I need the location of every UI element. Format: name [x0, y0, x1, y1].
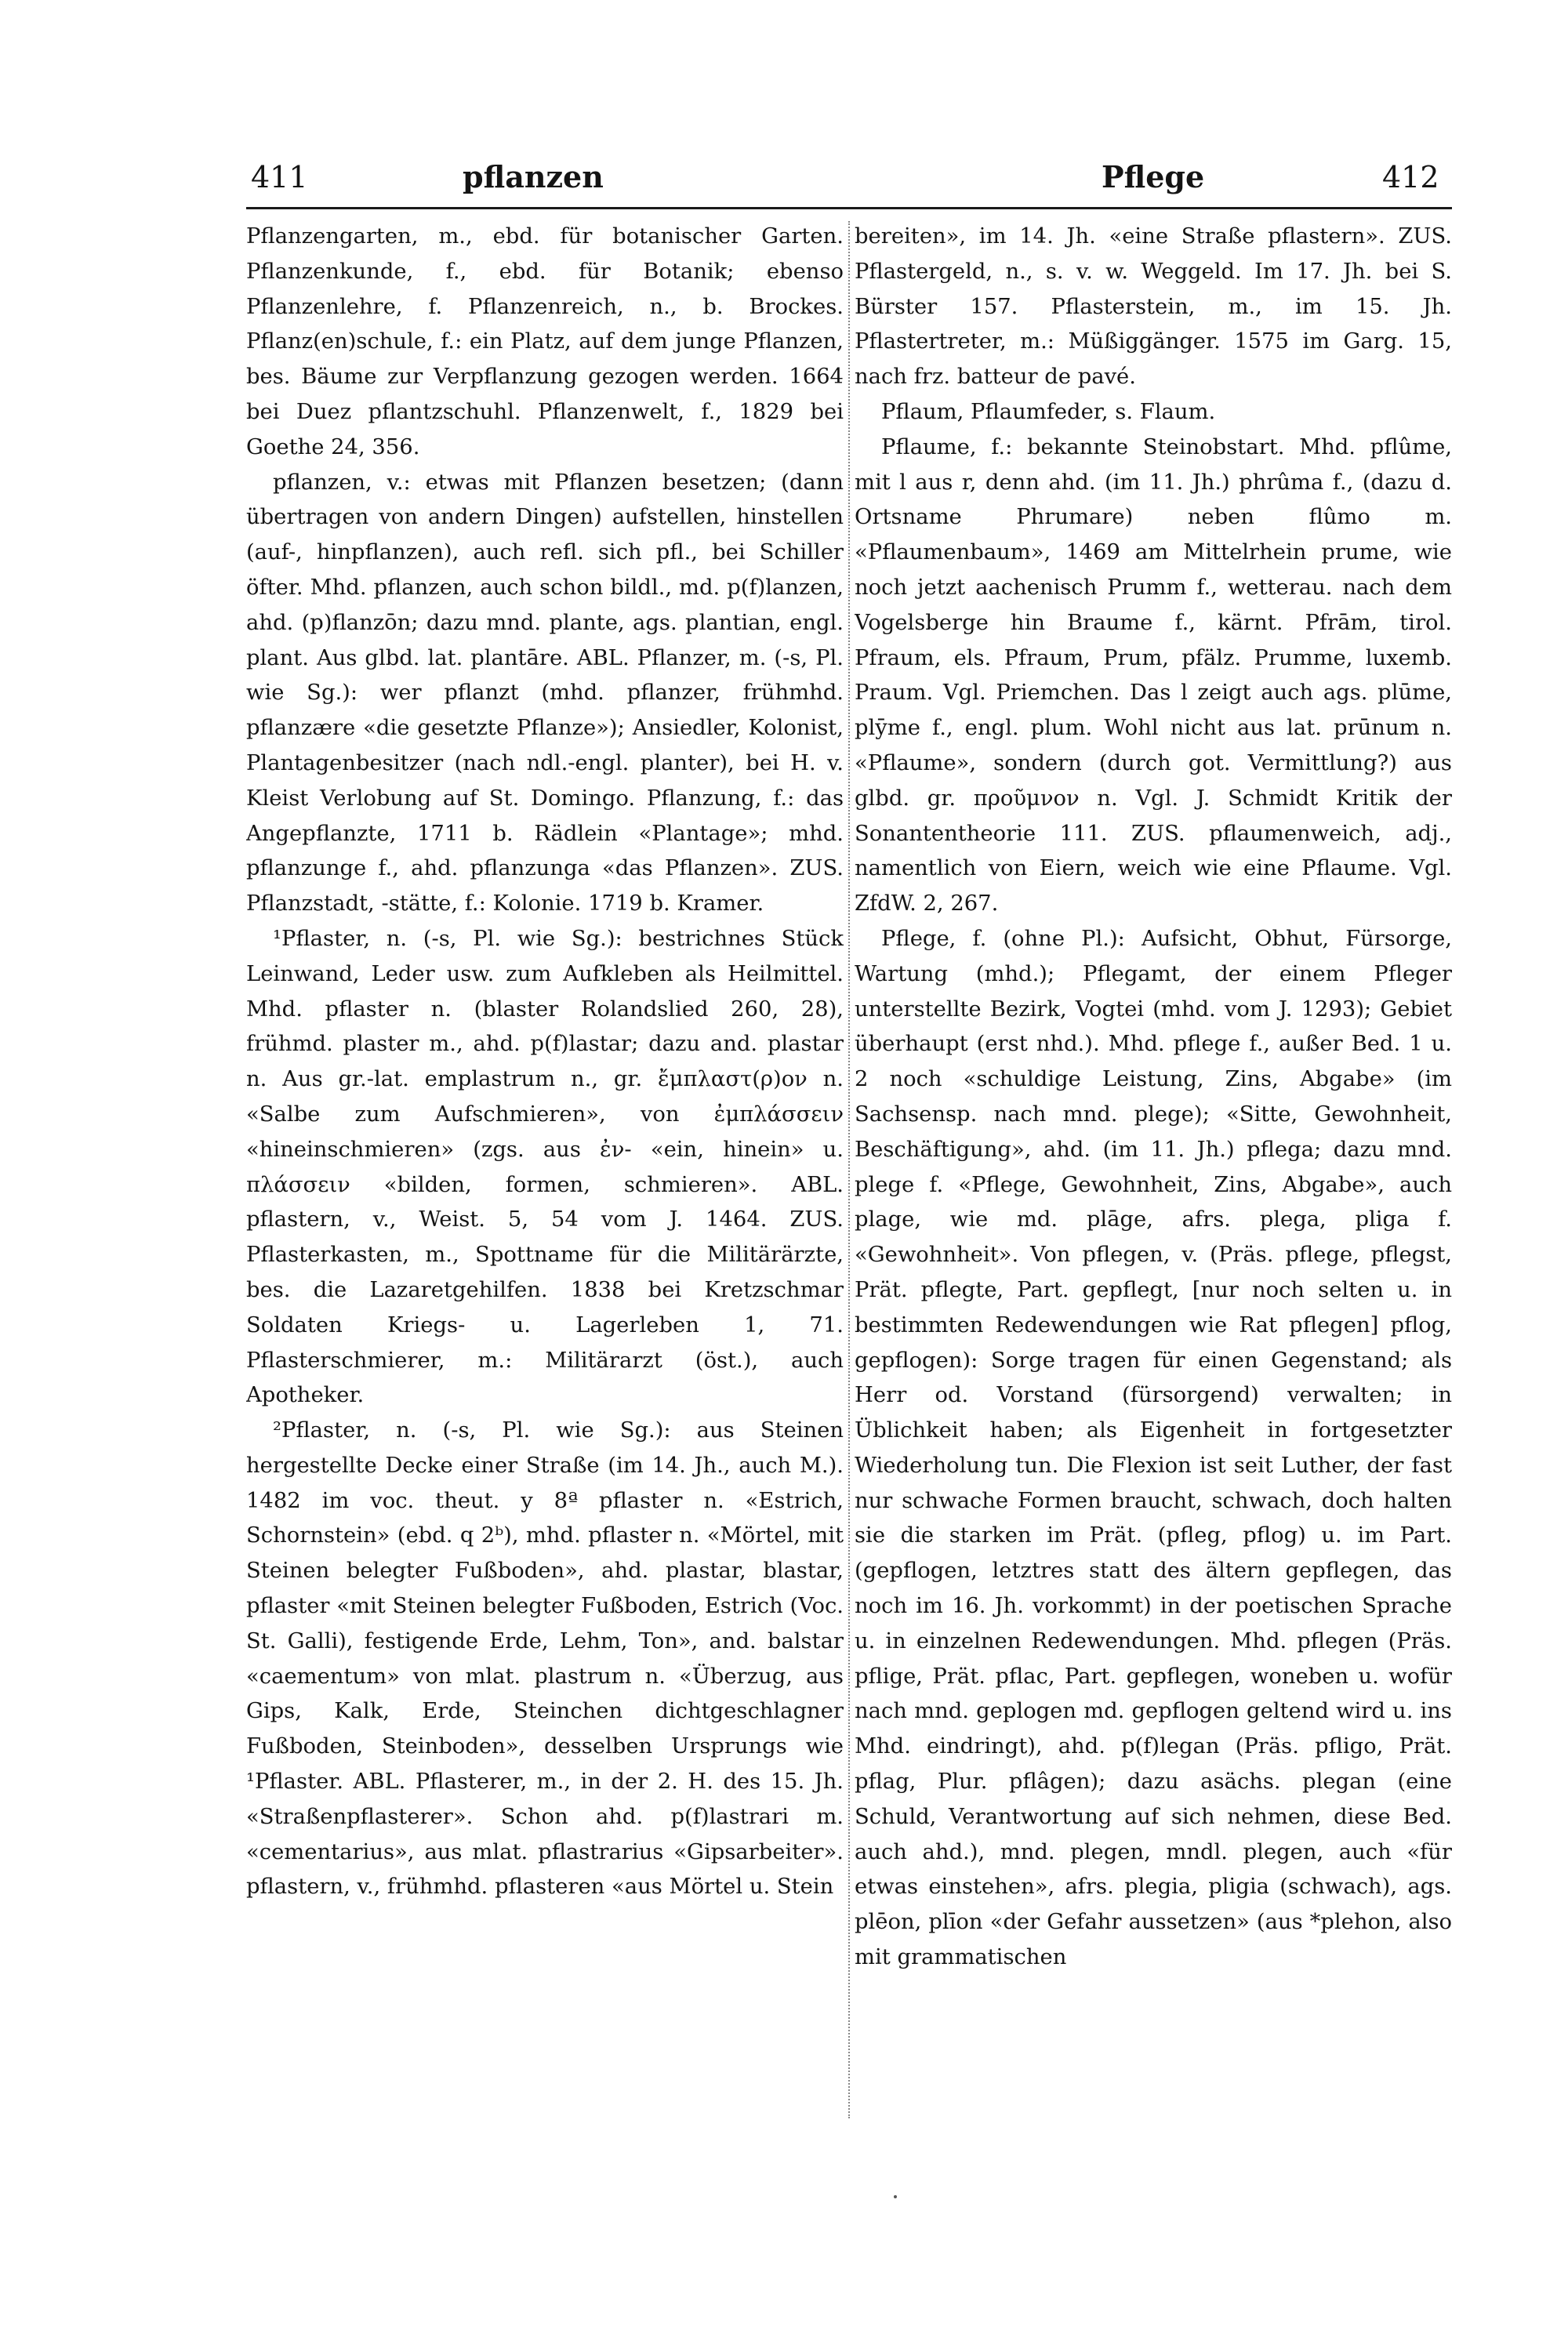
column-divider: [848, 221, 850, 2118]
running-headword-left: pflanzen: [463, 159, 604, 194]
page-number-right: 412: [1382, 160, 1439, 194]
entry-paragraph: Pflege, f. (ohne Pl.): Aufsicht, Obhut, Fürsorge, Wartung (mhd.); Pflegamt, der einem Pfleger unterstellte Bezirk, Vogtei (mhd. vom J. 1293); Gebiet überhaupt (erst nhd.). Mhd. pflege f., außer Bed. 1 u. 2 noch «schuldige Leistung, Zins, Abgabe» (im Sachsensp. nach mnd. plege); «Sitte, Gewohnheit, Beschäftigung», ahd. (im 11. Jh.) pflega; dazu mnd. plege f. «Pflege, Gewohnheit, Zins, Abgabe», auch plage, wie md. plāge, afrs. plega, pliga f. «Gewohnheit». Von pflegen, v. (Präs. pflege, pflegst, Prät. pflegte, Part. gepflegt, [nur noch selten u. in bestimmten Redewendungen wie Rat pflegen] pflog, gepflogen): Sorge tragen für einen Gegenstand; als Herr od. Vorstand (fürsorgend) verwalten; in Üblichkeit haben; als Eigenheit in fortgesetzter Wiederholung tun. Die Flexion ist seit Luther, der fast nur schwache Formen braucht, schwach, doch halten sie die starken im Prät. (pfleg, pflog) u. im Part. (gepflogen, letztres statt des ältern gepflegen, das noch im 16. Jh. vorkommt) in der poetischen Sprache u. in einzelnen Redewendungen. Mhd. pflegen (Präs. pflige, Prät. pflac, Part. gepflegen, woneben u. wofür nach mnd. geplogen md. gepflogen geltend wird u. ins Mhd. eindringt), ahd. p(f)legan (Präs. pfligo, Prät. pflag, Plur. pflâgen); dazu asächs. plegan (eine Schuld, Verantwortung auf sich nehmen, diese Bed. auch ahd.), mnd. plegen, mndl. plegen, auch «für etwas einstehen», afrs. plegia, pligia (schwach), ags. plēon, plīon «der Gefahr aussetzen» (aus *plehon, also mit grammatischen: [855, 926, 1452, 1970]
entry-paragraph: pflanzen, v.: etwas mit Pflanzen besetzen; (dann übertragen von andern Dingen) aufstellen, hinstellen (auf-, hinpflanzen), auch refl. sich pfl., bei Schiller öfter. Mhd. pflanzen, auch schon bildl., md. p(f)lanzen, ahd. (p)flanzōn; dazu mnd. plante, ags. plantian, engl. plant. Aus glbd. lat. plantāre. ABL. Pflanzer, m. (-s, Pl. wie Sg.): wer pflanzt (mhd. pflanzer, frühmhd. pflanzære «die gesetzte Pflanze»); Ansiedler, Kolonist, Plantagenbesitzer (nach ndl.-engl. planter), bei H. v. Kleist Verlobung auf St. Domingo. Pflanzung, f.: das Angepflanzte, 1711 b. Rädlein «Plantage»; mhd. pflanzunge f., ahd. pflanzunga «das Pflanzen». ZUS. Pflanzstadt, -stätte, f.: Kolonie. 1719 b. Kramer.: [246, 470, 844, 916]
entry-paragraph: ²Pflaster, n. (-s, Pl. wie Sg.): aus Steinen hergestellte Decke einer Straße (im 14. Jh., auch M.). 1482 im voc. theut. y 8ª pflaster n. «Estrich, Schornstein» (ebd. q 2ᵇ), mhd. pflaster n. «Mörtel, mit Steinen belegter Fußboden», ahd. plastar, blastar, pflaster «mit Steinen belegter Fußboden, Estrich (Voc. St. Galli), festigende Erde, Lehm, Ton», and. balstar «caementum» von mlat. plastrum n. «Überzug, aus Gips, Kalk, Erde, Steinchen dichtgeschlagner Fußboden, Steinboden», desselben Ursprungs wie ¹Pflaster. ABL. Pflasterer, m., in der 2. H. des 15. Jh. «Straßenpflasterer». Schon ahd. p(f)lastrari m. «cementarius», aus mlat. pflastrarius «Gipsarbeiter». pflastern, v., frühmhd. pflasteren «aus Mörtel u. Stein: [246, 1418, 844, 1900]
running-header: [0, 154, 1568, 201]
left-column: [246, 220, 844, 2274]
right-column: [855, 220, 1452, 2274]
header-rule: [246, 207, 1452, 209]
entry-paragraph: Pflaum, Pflaumfeder, s. Flaum.: [881, 399, 1216, 424]
entry-paragraph: Pflaume, f.: bekannte Steinobstart. Mhd. pflûme, mit l aus r, denn ahd. (im 11. Jh.) phrûma f., (dazu d. Ortsname Phrumare) neben flûmo m. «Pflaumenbaum», 1469 am Mittelrhein prume, wie noch jetzt aachenisch Prumm f., wetterau. nach dem Vogelsberge hin Braume f., kärnt. Pfrām, tirol. Pfraum, els. Pfraum, Prum, pfälz. Prumme, luxemb. Praum. Vgl. Priemchen. Das l zeigt auch ags. plūme, plȳme f., engl. plum. Wohl nicht aus lat. prūnum n. «Pflaume», sondern (durch got. Vermittlung?) aus glbd. gr. προῦμνον n. Vgl. J. Schmidt Kritik der Sonantentheorie 111. ZUS. pflaumenweich, adj., namentlich von Eiern, weich wie eine Pflaume. Vgl. ZfdW. 2, 267.: [855, 434, 1452, 916]
print-speck: [894, 2195, 897, 2198]
entry-paragraph: Pflanzengarten, m., ebd. für botanischer Garten. Pflanzenkunde, f., ebd. für Botanik; ebenso Pflanzenlehre, f. Pflanzenreich, n., b. Brockes. Pflanz(en)schule, f.: ein Platz, auf dem junge Pflanzen, bes. Bäume zur Verpflanzung gezogen werden. 1664 bei Duez pflantzschuhl. Pflanzenwelt, f., 1829 bei Goethe 24, 356.: [246, 224, 844, 459]
entry-paragraph: bereiten», im 14. Jh. «eine Straße pflastern». ZUS. Pflastergeld, n., s. v. w. Weggeld. Im 17. Jh. bei S. Bürster 157. Pflasterstein, m., im 15. Jh. Pflastertreter, m.: Müßiggänger. 1575 im Garg. 15, nach frz. batteur de pavé.: [855, 224, 1452, 390]
page-number-left: 411: [251, 160, 308, 194]
running-headword-right: Pflege: [1102, 159, 1205, 194]
entry-paragraph: ¹Pflaster, n. (-s, Pl. wie Sg.): bestrichnes Stück Leinwand, Leder usw. zum Aufkleben als Heilmittel. Mhd. pflaster n. (blaster Rolandslied 260, 28), frühmd. plaster m., ahd. p(f)lastar; dazu and. plastar n. Aus gr.-lat. emplastrum n., gr. ἔμπλαστ(ρ)ον n. «Salbe zum Aufschmieren», von ἐμπλάσσειν «hineinschmieren» (zgs. aus ἐν- «ein, hinein» u. πλάσσειν «bilden, formen, schmieren». ABL. pflastern, v., Weist. 5, 54 vom J. 1464. ZUS. Pflasterkasten, m., Spottname für die Militärärzte, bes. die Lazaretgehilfen. 1838 bei Kretzschmar Soldaten Kriegs- u. Lagerleben 1, 71. Pflasterschmierer, m.: Militärarzt (öst.), auch Apotheker.: [246, 926, 844, 1408]
